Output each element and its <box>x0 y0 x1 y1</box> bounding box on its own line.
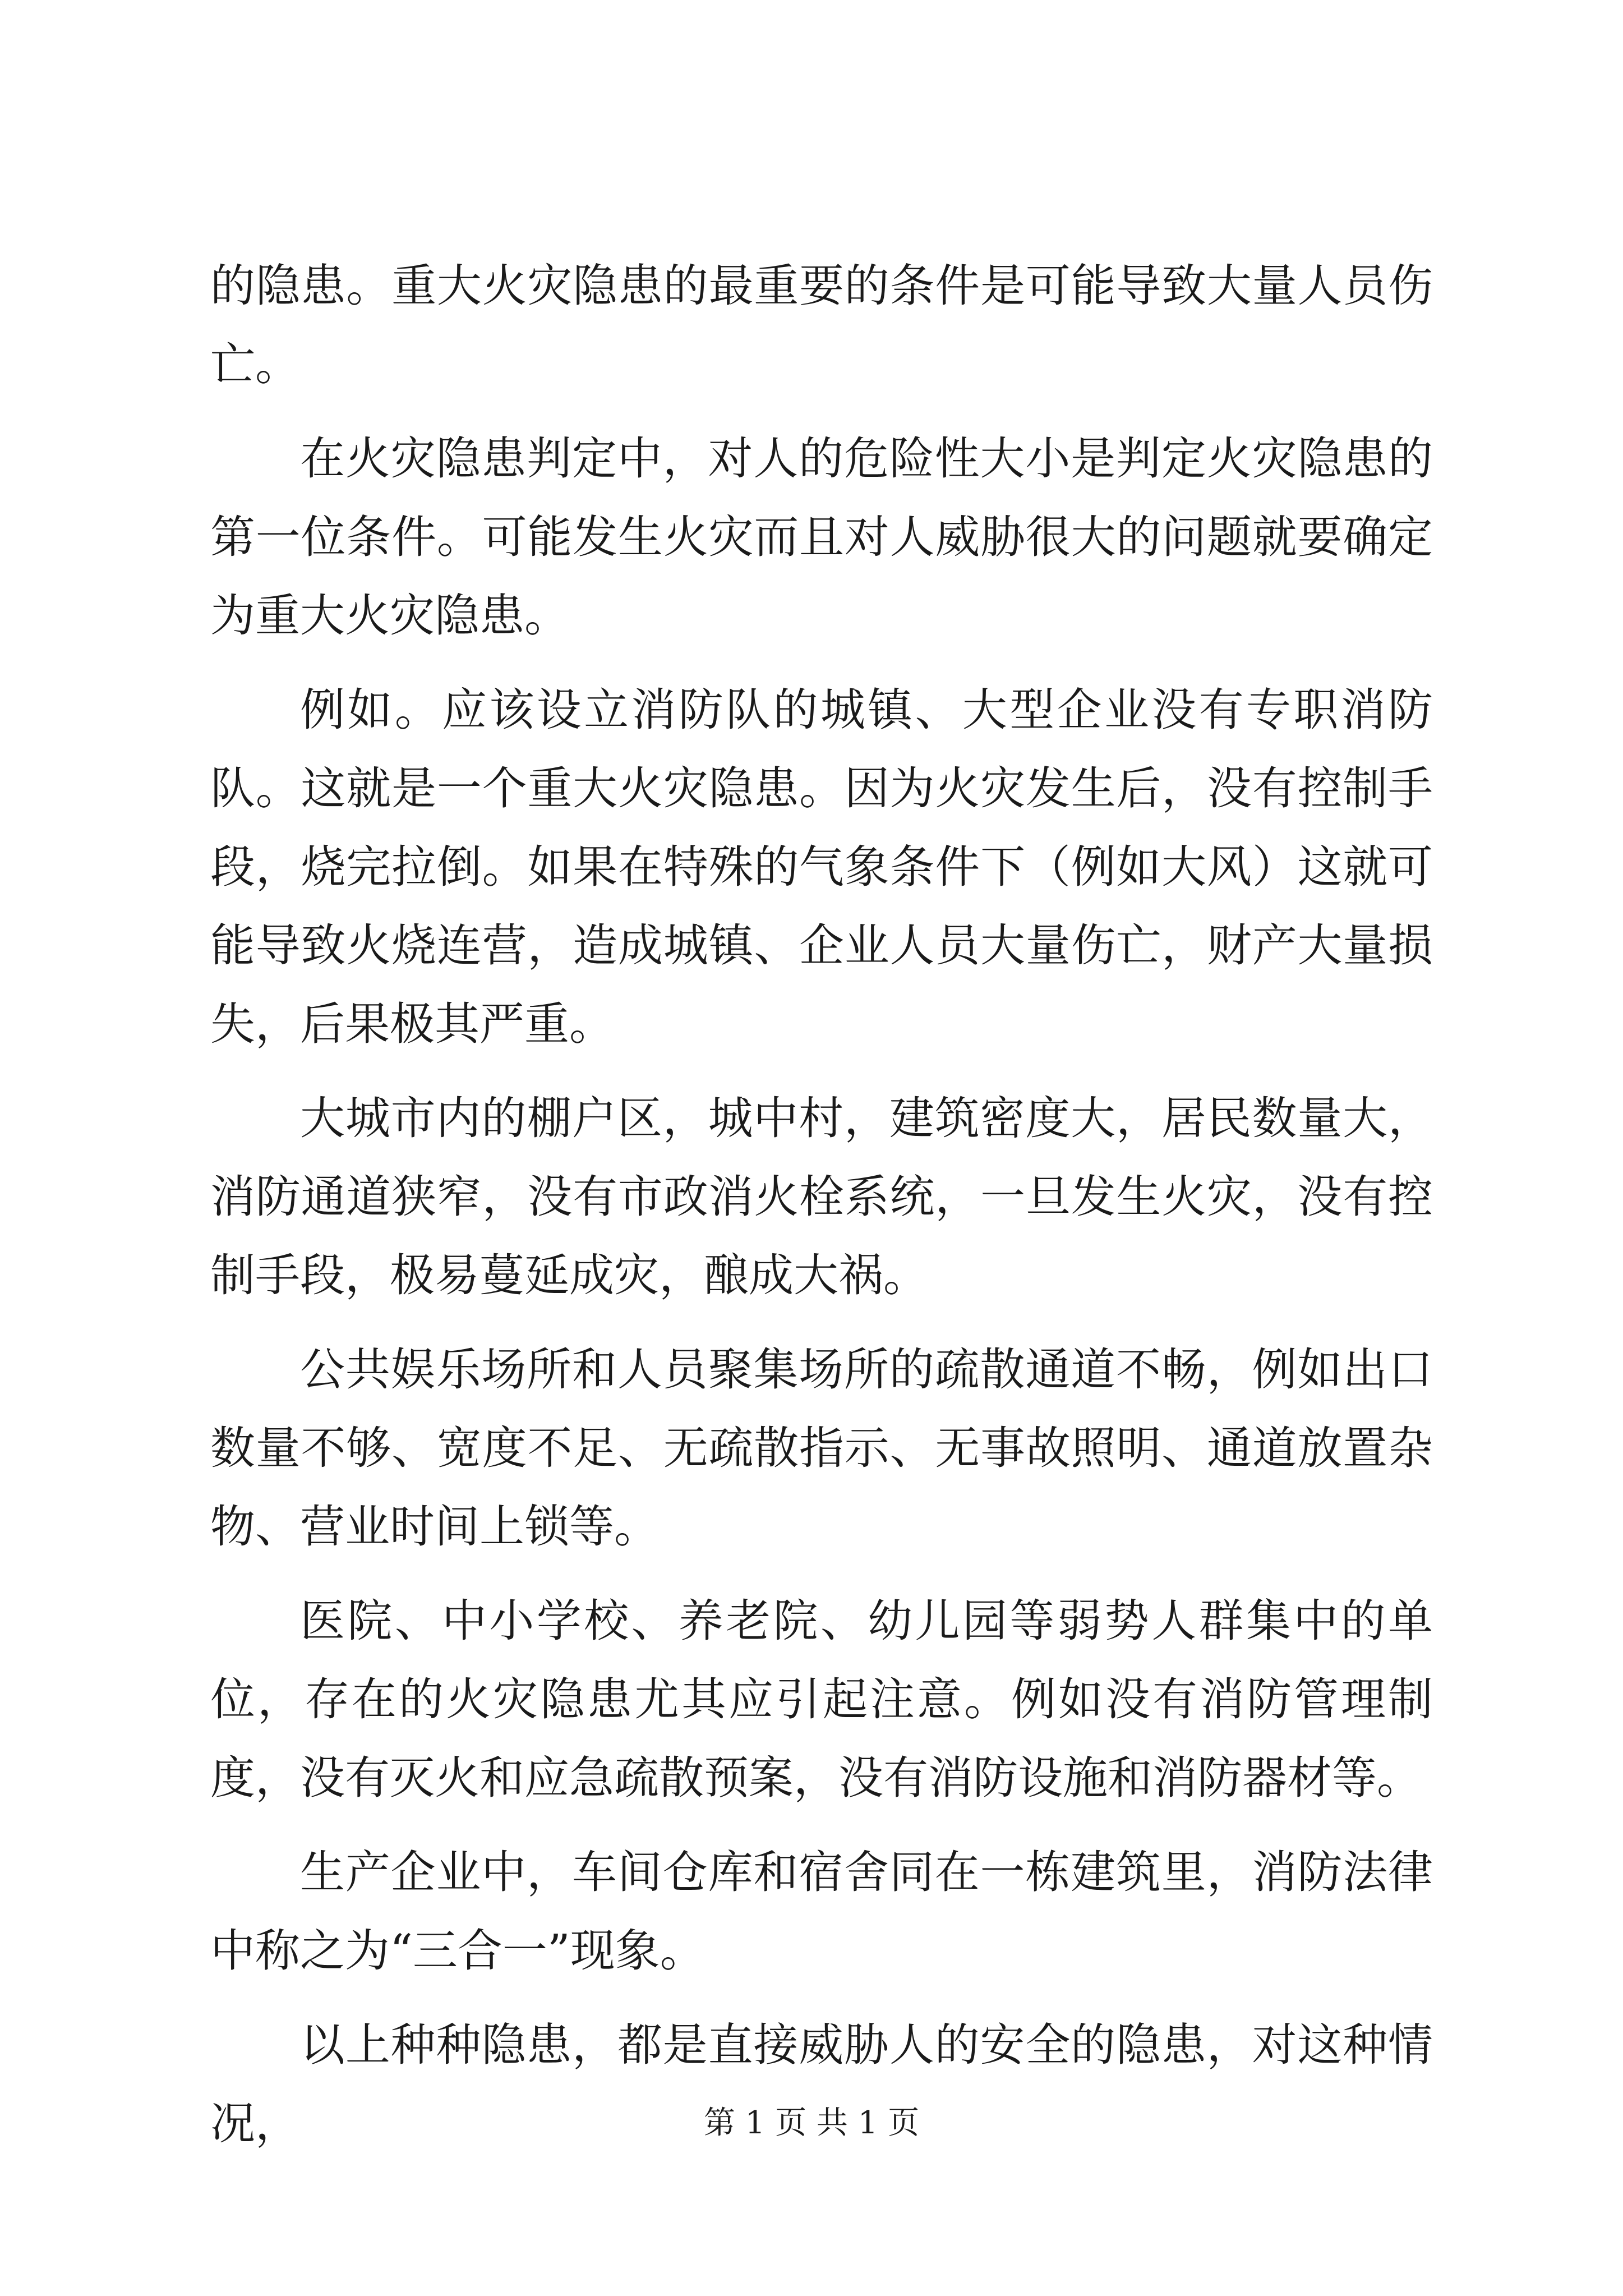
paragraph: 公共娱乐场所和人员聚集场所的疏散通道不畅，例如出口数量不够、宽度不足、无疏散指示、无事故照明、通道放置杂物、营业时间上锁等。 <box>210 1343 1433 1553</box>
page-footer: 第 1 页 共 1 页 <box>703 2105 920 2141</box>
paragraph: 大城市内的棚户区，城中村，建筑密度大，居民数量大，消防通道狭窄，没有市政消火栓系统，一旦发生火灾，没有控制手段，极易蔓延成灾，酿成大祸。 <box>210 1092 1433 1301</box>
paragraph: 例如。应该设立消防队的城镇、大型企业没有专职消防队。这就是一个重大火灾隐患。因为火灾发生后，没有控制手段，烧完拉倒。如果在特殊的气象条件下（例如大风）这就可能导致火烧连营，造成城镇、企业人员大量伤亡，财产大量损失，后果极其严重。 <box>210 684 1433 1050</box>
paragraph: 以上种种隐患，都是直接威胁人的安全的隐患，对这种情况， <box>210 2019 1433 2150</box>
document-body <box>210 247 1433 2179</box>
paragraph: 生产企业中，车间仓库和宿舍同在一栋建筑里，消防法律中称之为“三合一”现象。 <box>210 1846 1433 1977</box>
paragraph: 医院、中小学校、养老院、幼儿园等弱势人群集中的单位，存在的火灾隐患尤其应引起注意。例如没有消防管理制度，没有灭火和应急疏散预案，没有消防设施和消防器材等。 <box>210 1595 1433 1804</box>
paragraph: 在火灾隐患判定中，对人的危险性大小是判定火灾隐患的第一位条件。可能发生火灾而且对人威胁很大的问题就要确定为重大火灾隐患。 <box>210 432 1433 642</box>
paragraph: 的隐患。重大火灾隐患的最重要的条件是可能导致大量人员伤亡。 <box>210 260 1433 390</box>
